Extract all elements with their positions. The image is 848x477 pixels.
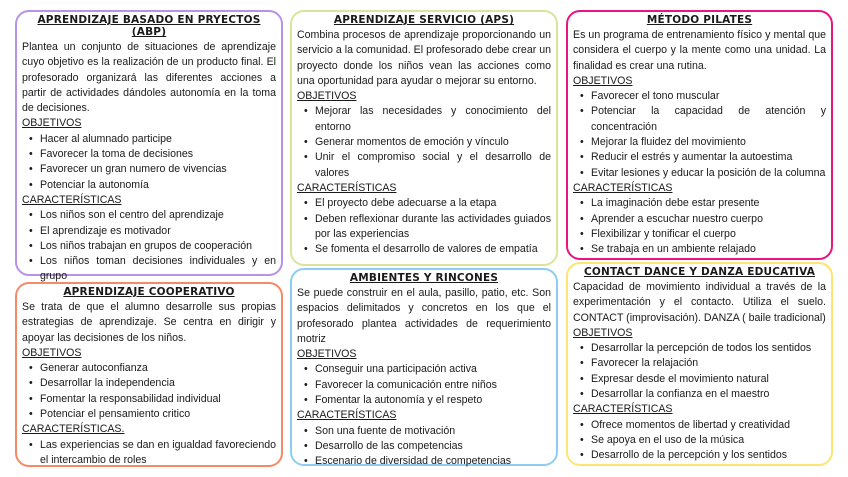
list-item: • Generar autoconfianza xyxy=(40,361,276,376)
list-item: • Reducir el estrés y aumentar la autoestima xyxy=(591,150,826,165)
list-item: • El proyecto debe adecuarse a la etapa xyxy=(315,196,551,211)
list-item: • Potenciar la autonomía xyxy=(40,178,276,193)
list-item: • Potenciar la capacidad de atención y concentración xyxy=(591,104,826,135)
list-item: • La imaginación debe estar presente xyxy=(591,196,826,211)
card-rincones xyxy=(290,268,558,466)
objectives-heading: OBJETIVOS xyxy=(573,74,633,87)
card-title: CONTACT DANCE Y DANZA EDUCATIVA xyxy=(583,266,816,278)
list-item: • Favorecer la relajación xyxy=(591,356,826,371)
card-intro: Se trata de que el alumno desarrolle sus propias estrategias de aprendizaje. Se centra en dirigir y apoyar las decisiones de los niños. xyxy=(22,301,276,344)
card-title: APRENDIZAJE BASADO EN PRYECTOS (ABP) xyxy=(37,14,261,38)
features-heading: CARACTERÍSTICAS xyxy=(573,181,673,194)
list-item: • Se trabaja en un ambiente relajado xyxy=(591,242,826,257)
card-aps xyxy=(290,10,558,266)
list-item: • Fomentar la autonomía y el respeto xyxy=(315,393,551,408)
features-list xyxy=(297,196,551,257)
card-contact-dance xyxy=(566,262,833,466)
objectives-list xyxy=(297,362,551,408)
list-item: • Potenciar el pensamiento critico xyxy=(40,407,276,422)
list-item: • Expresar desde el movimiento natural xyxy=(591,372,826,387)
card-intro: Es un programa de entrenamiento físico y mental que considera el cuerpo y la mente como una unidad. La finalidad es crear una rutina. xyxy=(573,29,826,72)
list-item: • Escenario de diversidad de competencias xyxy=(315,454,551,469)
features-list xyxy=(573,418,826,464)
features-heading: CARACTERÍSTICAS xyxy=(297,409,397,422)
card-abp xyxy=(15,10,283,283)
list-item: • Conseguir una participación activa xyxy=(315,362,551,377)
list-item: • Se apoya en el uso de la música xyxy=(591,433,826,448)
list-item: • Las experiencias se dan en igualdad favoreciendo el intercambio de roles xyxy=(40,438,276,469)
list-item: • Fomentar la responsabilidad individual xyxy=(40,392,276,407)
features-list xyxy=(22,438,276,469)
list-item: • Favorecer la toma de decisiones xyxy=(40,147,276,162)
list-item: • Los niños son el centro del aprendizaje xyxy=(40,208,276,223)
card-title: APRENDIZAJE SERVICIO (APS) xyxy=(333,14,515,26)
list-item: • Evitar lesiones y educar la posición de la columna xyxy=(591,166,826,181)
list-item: • Desarrollar la independencia xyxy=(40,376,276,391)
list-item: • Mejorar la fluidez del movimiento xyxy=(591,135,826,150)
features-heading: CARACTERÍSTICAS xyxy=(22,193,122,206)
list-item: • Flexibilizar y tonificar el cuerpo xyxy=(591,227,826,242)
card-title: APRENDIZAJE COOPERATIVO xyxy=(63,286,235,298)
features-heading: CARACTERÍSTICAS xyxy=(573,403,673,416)
list-item: • Desarrollar la percepción de todos los sentidos xyxy=(591,341,826,356)
list-item: • Los niños toman decisiones individuales y en grupo xyxy=(40,254,276,285)
objectives-heading: OBJETIVOS xyxy=(297,348,357,361)
objectives-heading: OBJETIVOS xyxy=(573,326,633,339)
features-list xyxy=(573,196,826,257)
list-item: • Favorecer la comunicación entre niños xyxy=(315,378,551,393)
objectives-list xyxy=(22,132,276,193)
features-list xyxy=(297,424,551,470)
list-item: • Los niños trabajan en grupos de cooperación xyxy=(40,239,276,254)
list-item: • Aprender a escuchar nuestro cuerpo xyxy=(591,212,826,227)
objectives-heading: OBJETIVOS xyxy=(22,346,82,359)
card-title: MÉTODO PILATES xyxy=(646,14,753,26)
objectives-heading: OBJETIVOS xyxy=(22,117,82,130)
list-item: • Generar momentos de emoción y vínculo xyxy=(315,135,551,150)
features-heading: CARACTERÍSTICAS xyxy=(297,181,397,194)
list-item: • Desarrollo de la percepción y los sentidos xyxy=(591,448,826,463)
list-item: • Se fomenta el desarrollo de valores de empatía xyxy=(315,242,551,257)
list-item: • Favorecer el tono muscular xyxy=(591,89,826,104)
objectives-list xyxy=(573,341,826,402)
list-item: • Ofrece momentos de libertad y creatividad xyxy=(591,418,826,433)
card-intro: Se puede construir en el aula, pasillo, patio, etc. Son espacios delimitados y concretos en los que el profesorado plantea actividades de requerimiento motriz xyxy=(297,287,551,345)
card-intro: Combina procesos de aprendizaje proporcionando un servicio a la comunidad. El profesorado debe crear un proyecto donde los niños vean las acciones como una oportunidad para ayudar o mejorar su entorno. xyxy=(297,29,551,87)
objectives-list xyxy=(573,89,826,181)
list-item: • Hacer al alumnado participe xyxy=(40,132,276,147)
objectives-list xyxy=(297,104,551,180)
card-title: AMBIENTES Y RINCONES xyxy=(349,272,499,284)
objectives-list xyxy=(22,361,276,422)
list-item: • Desarrollar la confianza en el maestro xyxy=(591,387,826,402)
list-item: • El aprendizaje es motivador xyxy=(40,224,276,239)
card-pilates xyxy=(566,10,833,260)
list-item: • Son una fuente de motivación xyxy=(315,424,551,439)
list-item: • Favorecer un gran numero de vivencias xyxy=(40,162,276,177)
card-cooperativo xyxy=(15,282,283,467)
features-list xyxy=(22,208,276,284)
card-intro: Plantea un conjunto de situaciones de aprendizaje cuyo objetivo es la realización de un producto final. El profesorado organizará las diferentes acciones a partir de actividades dándoles autonomía en la toma de decisiones. xyxy=(22,41,276,115)
list-item: • Desarrollo de las competencias xyxy=(315,439,551,454)
list-item: • Unir el compromiso social y el desarrollo de valores xyxy=(315,150,551,181)
card-intro: Capacidad de movimiento individual a través de la experimentación y el contacto. Utiliza el suelo. CONTACT (improvisación). DANZA ( baile tradicional) xyxy=(573,281,826,324)
features-heading: CARACTERÍSTICAS. xyxy=(22,423,125,436)
list-item: • Mejorar las necesidades y conocimiento del entorno xyxy=(315,104,551,135)
objectives-heading: OBJETIVOS xyxy=(297,90,357,103)
list-item: • Deben reflexionar durante las actividades guiados por las experiencias xyxy=(315,212,551,243)
